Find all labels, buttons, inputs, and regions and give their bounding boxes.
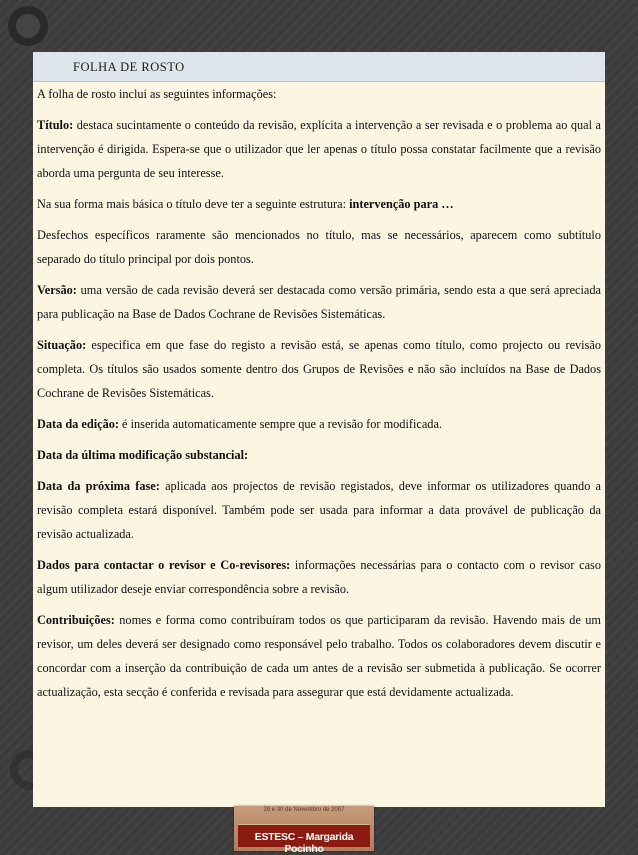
label-versao: Versão: — [37, 283, 77, 297]
footer-banner — [234, 806, 374, 855]
paragraph-titulo — [37, 113, 601, 185]
label-situacao: Situação: — [37, 338, 87, 352]
label-dados-contacto: Dados para contactar o revisor e Co-revisores: — [37, 558, 291, 572]
paragraph-situacao — [37, 333, 601, 405]
text-desfechos: Desfechos específicos raramente são mencionados no título, mas se necessários, aparecem como subtítulo separado do título principal por dois pontos. — [37, 228, 601, 266]
label-contribuicoes: Contribuições: — [37, 613, 115, 627]
slide-content — [33, 52, 605, 807]
text-estrutura: Na sua forma mais básica o título deve ter a seguinte estrutura: — [37, 197, 350, 211]
paragraph-estrutura — [37, 192, 601, 216]
slide-body — [33, 82, 605, 704]
paragraph-data-edicao — [37, 412, 601, 436]
paragraph-data-ultima-modificacao — [37, 443, 601, 467]
text-contribuicoes: nomes e forma como contribuíram todos os que participaram da revisão. Havendo mais de um revisor, um deles deverá ser designado como responsável pelo trabalho. Todos os colaboradores devem discutir e concordar com a inserção da contribuição de cada um antes de a revisão ser submetida à publicação. Se ocorrer actualização, esta secção é conferida e revisada para assegurar que está devidamente actualizada. — [37, 613, 601, 699]
paragraph-desfechos — [37, 223, 601, 271]
decorative-circle — [8, 6, 48, 46]
text-data-proxima-fase: aplicada aos projectos de revisão registados, deve informar os utilizadores quando a revisão completa estará disponível. Também pode ser usada para informar a data provável de publicação da revisão actualizada. — [37, 479, 602, 541]
slide-title: FOLHA DE ROSTO — [73, 60, 185, 74]
label-data-proxima-fase: Data da próxima fase: — [37, 479, 160, 493]
intro-paragraph: A folha de rosto inclui as seguintes informações: — [37, 87, 277, 101]
label-data-edicao: Data da edição: — [37, 417, 119, 431]
paragraph-versao — [37, 278, 601, 326]
slide-title-bar — [33, 52, 605, 82]
text-dados-contacto: informações necessárias para o contacto com o revisor caso algum utilizador deseje enviar correspondência sobre a revisão. — [37, 558, 601, 596]
text-titulo: destaca sucintamente o conteúdo da revisão, explícita a intervenção a ser revisada e o problema ao qual a intervenção é dirigida. Espera-se que o utilizador que ler apenas o título possa constatar facilmente que a revisão aborda uma pergunta de seu interesse. — [37, 118, 601, 180]
paragraph-dados-contacto — [37, 553, 601, 601]
footer-date: 29 e 30 de Novembro de 2007 — [263, 807, 345, 813]
text-data-edicao: é inserida automaticamente sempre que a revisão for modificada. — [118, 417, 442, 431]
text-versao: uma versão de cada revisão deverá ser destacada como versão primária, sendo esta a que será apreciada para publicação na Base de Dados Cochrane de Revisões Sistemáticas. — [37, 283, 601, 321]
text-situacao: especifica em que fase do registo a revisão está, se apenas como título, como projecto ou revisão completa. Os títulos são usados somente dentro dos Grupos de Revisões e não são incluídos na Base de Dados Cochrane de Revisões Sistemáticas. — [37, 338, 601, 400]
paragraph-contribuicoes — [37, 608, 601, 704]
paragraph-data-proxima-fase — [37, 474, 601, 546]
emph-estrutura: intervenção para … — [349, 197, 454, 211]
label-titulo: Título: — [37, 118, 74, 132]
footer-author: ESTESC – Margarida Pocinho — [254, 831, 354, 855]
label-data-ultima-modificacao: Data da última modificação substancial: — [37, 448, 249, 462]
